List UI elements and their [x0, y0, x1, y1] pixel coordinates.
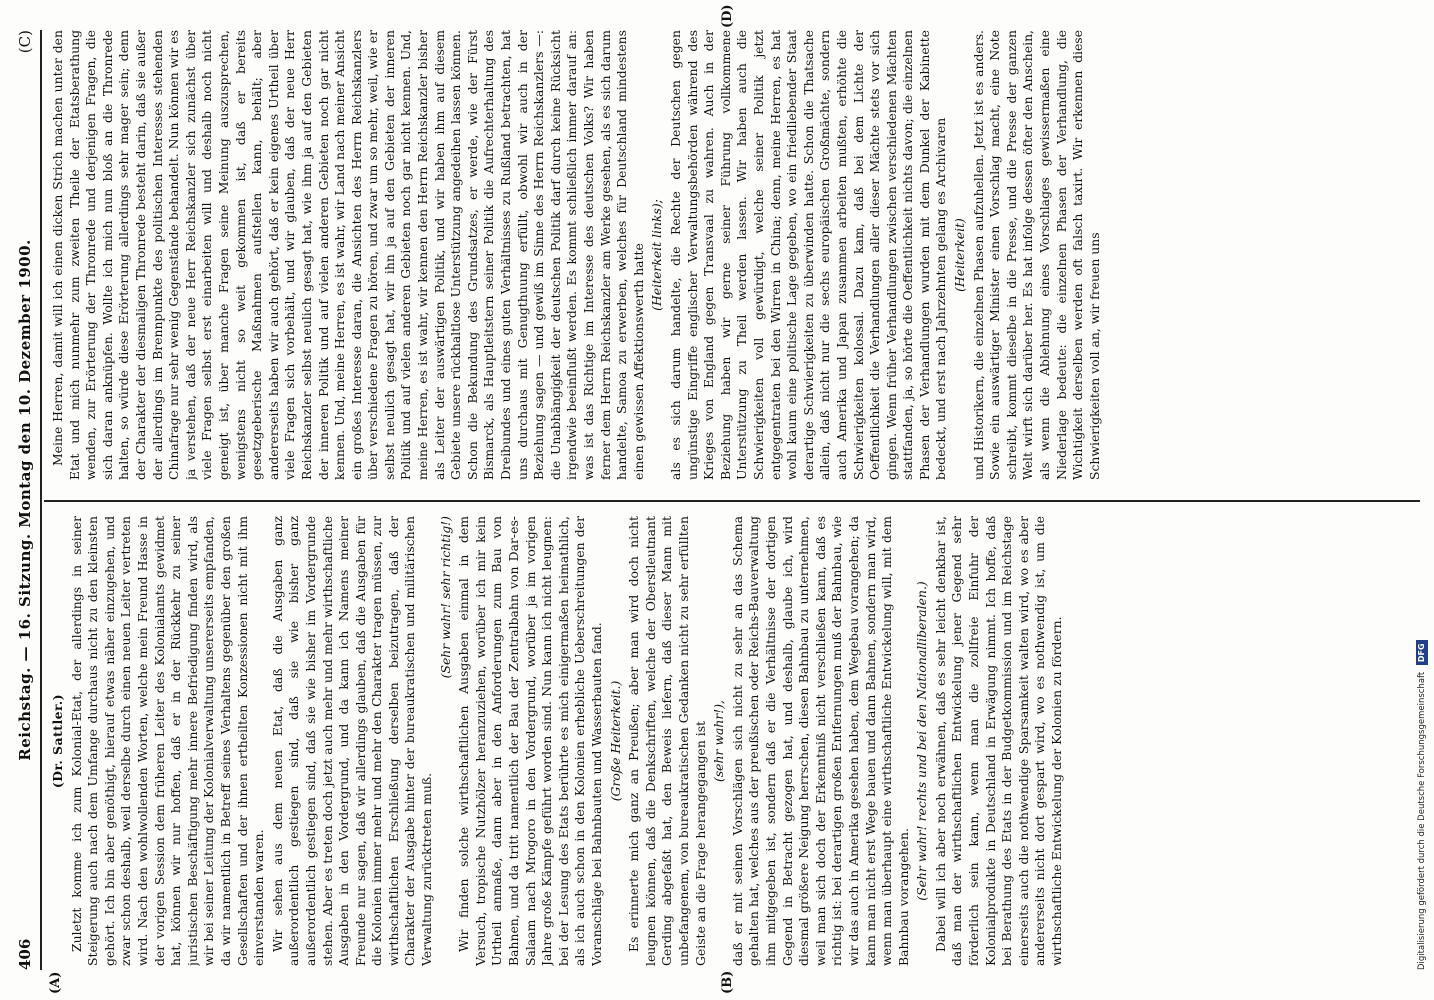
credit-text: Digitalisierung gefördert durch die Deutsche Forschungsgemeinschaft — [1417, 671, 1427, 970]
paragraph: Zuletzt komme ich zum Kolonial-Etat, der allerdings in seiner Steigerung auch nach dem Umfange durchaus nicht zu den kleinsten gehört. Ich bin aber genöthigt, hierauf etwas näher einzugehen, und zwar schon deshalb, weil derselbe durch einen neuen Leiter vertreten wird. Nach den wohlwollenden Worten, welche mein Freund Hasse in der vorigen Session dem früheren Leiter des Kolonialamts gewidmet hat, können wir nur hoffen, daß er in der Rückkehr zu seiner juristischen Beschäftigung mehr innere Befriedigung finden wird, als wir bei seiner Leitung der Kolonialverwaltung unsererseits empfanden, da wir namentlich in Betreff seines Verhaltens gegenüber den großen Gesellschaften und der ihnen ertheilten Konzessionen nicht mit ihm einverstanden waren. — [68, 516, 267, 966]
paragraph: Es erinnerte mich ganz an Preußen; aber man wird doch nicht leugnen können, daß die Denkschriften, welche der Oberstleutnant Gerding abgefaßt hat, den Beweis liefern, daß dieser Mann mit unbefangenem, von bureaukratischen Gedanken nicht zu sehr erfüllten Geiste an die Frage herangegangen ist — [626, 516, 708, 966]
running-title: Reichstag. — 16. Sitzung. Montag den 10. Dezember 1900. — [16, 239, 34, 761]
paragraph: daß er mit seinen Vorschlägen sich nicht zu sehr an das Schema gehalten hat, welches aus der preußischen oder Reichs-Bauverwaltung ihm mitgegeben ist, sondern daß er die Verhältnisse der dortigen Gegend in Betracht gezogen hat, und deshalb, glaube ich, wird diesmal größere Neigung herrschen, diesen Bahnbau zu unternehmen, weil man sich doch der Erkenntniß nicht verschließen kann, daß es richtig ist: bei derartigen großen Entfernungen muß der Bahnbau, wie wir das auch in Amerika gesehen haben, dem Wegebau vorangehen; da kann man nicht erst Wege bauen und dann Bahnen, sondern man wird, wenn man überhaupt eine wirthschaftliche Entwickelung will, mit dem Bahnbau vorangehen. — [729, 516, 911, 966]
interjection: (Sehr wahr! sehr richtig!) — [437, 516, 453, 679]
right-column — [50, 30, 1410, 480]
paragraph: und Historikern, die einzelnen Phasen aufzuhellen. Jetzt ist es anders. Sowie ein auswärtiger Minister einen Vorschlag macht, eine Note schreibt, kommt dieselbe in die Presse, und die Presse der ganzen Welt wirft sich darüber her. Es hat infolge dessen öfter den Anschein, als wenn die Ablehnung eines Vorschlages gewissermaßen eine Niederlage bedeute: die einzelnen Phasen der Verhandlung, die Wichtigkeit derselben werden oft falsch taxirt. Wir erkennen diese Schwierigkeiten voll an, wir freuen uns — [970, 30, 1102, 480]
header-rule — [40, 30, 42, 970]
page-number: 406 — [16, 938, 34, 970]
interjection: (sehr wahr!), — [711, 700, 727, 783]
paragraph: Wir finden solche wirthschaftlichen Ausgaben einmal in dem Versuch, tropische Nutzhölzer heranzuziehen, worüber ich mir kein Urtheil anmaße, dann aber in den Anforderungen zum Bau von Bahnen, und da tritt namentlich der Bau der Zentralbahn von Dar-es-Salaam nach Mrogoro in den Vordergrund, worüber ja im vorigen Jahre große Kämpfe geführt worden sind. Nun kann ich nicht leugnen: bei der Lesung des Etats berührte es mich einigermaßen heimathlich, als ich auch schon in den Kolonien erhebliche Ueberschreitungen der Voranschläge bei Bahnbauten und Wasserbauten fand. — [456, 516, 604, 966]
page-header — [14, 30, 40, 970]
paragraph: als es sich darum handelte, die Rechte der Deutschen gegen ungünstige Eingriffe englischer Verwaltungsbehörden während des Krieges von England gegen Transvaal zu wahren. Auch in der Beziehung haben wir gerne seiner Führung vollkommene Unterstützung zu Theil werden lassen. Wir haben auch die Schwierigkeiten voll gewürdigt, welche seiner Politik jetzt entgegentraten bei den Wirren in China; denn, meine Herren, es hat wohl kaum eine politische Lage gegeben, wo ein friedliebender Staat derartige Schwierigkeiten zu überwinden hatte. Schon die Thatsache allein, daß nicht nur die sechs europäischen Großmächte, sondern auch Amerika und Japan zusammen arbeiten mußten, erhöhte die Schwierigkeiten kolossal. Dazu kam, daß bei dem Lichte der Oeffentlichkeit die Verhandlungen aller dieser Mächte stets vor sich gingen. Wenn früher Verhandlungen zwischen verschiedenen Mächten stattfanden, ja, so hörte die Oeffentlichkeit nichts davon; die einzelnen Phasen der Verhandlungen wurden mit dem Dunkel der Kabinette bedeckt, und erst nach Jahrzehnten gelang es Archivaren — [667, 30, 949, 480]
paragraph: Dabei will ich aber noch erwähnen, daß es sehr leicht denkbar ist, daß man der wirthschaftlichen Entwickelung jener Gegend sehr förderlich sein kann, wenn man die zollfreie Einfuhr der Kolonialprodukte in Deutschland in Erwägung nimmt. Ich hoffe, daß bei Berathung des Etats in der Budgetkommission und im Reichstage einerseits auch die nothwendige Sparsamkeit walten wird, wo es aber andererseits nicht dort gespart wird, wo es nothwendig ist, um die wirthschaftliche Entwickelung der Kolonien zu fördern. — [932, 516, 1065, 966]
dfg-logo: DFG — [1416, 640, 1428, 665]
margin-marker-b: (B) — [720, 970, 735, 994]
interjection: (Heiterkeit links); — [649, 199, 665, 311]
digitization-credit — [1412, 30, 1432, 970]
interjection: (Sehr wahr! rechts und bei den Nationalliberalen.) — [914, 581, 930, 901]
paragraph: Meine Herren, damit will ich einen dicken Strich machen unter den Etat und mich nunmehr zum zweiten Theile der Etatsberathung wenden, zur Erörterung der Thronrede und derjenigen Fragen, die sich daran anknüpfen. Wollte ich mich nun bloß an die Thronrede halten, so würde diese Erörterung allerdings sehr mager sein; denn der Charakter der diesmaligen Thronrede besteht darin, daß sie außer der allerdings im Brennpunkte des politischen Interesses stehenden Chinafrage nur sehr wenig Gegenstände behandelt. Nun können wir es ja verstehen, daß der neue Herr Reichskanzler sich zunächst über viele Fragen selbst erst einarbeiten will und deshalb noch nicht geneigt ist, über manche Fragen seine Meinung auszusprechen, wenigstens nicht so weit gekommen ist, daß er bereits gesetzgeberische Maßnahmen aufstellen kann, behält; aber andererseits haben wir auch gehört, daß er kein eigenes Urtheil über viele Fragen sich vorbehält, und wir glauben, daß der neue Herr Reichskanzler selbst neulich gesagt hat, wie ihm ja auf den Gebieten der inneren Politik und auf vielen anderen Gebieten noch gar nicht kennen. Und, meine Herren, es ist wahr, wir Land nach meiner Ansicht ein großes Interesse daran, die Ansichten des Herrn Reichskanzlers über verschiedene Fragen zu hören, und zwar um so mehr, weil, wie er selbst neulich gesagt hat, wir ihn ja auf den Gebieten der inneren Politik und auf vielen anderen Gebieten noch gar nicht kennen. Und, meine Herren, es ist wahr, wir kennen den Herrn Reichskanzler bisher als Leiter der auswärtigen Politik, und wir haben ihm auf diesem Gebiete unsere rückhaltlose Unterstützung angedeihen lassen können. Schon die Bekundung des Grundsatzes, er werde, wie der Fürst Bismarck, als Hauptleitstern seiner Politik die Aufrechterhaltung des Dreibundes und eines guten Verhältnisses zu Rußland betrachten, hat uns durchaus mit Genugthuung erfüllt, obwohl wir auch in der Beziehung sagen — und gewiß im Sinne des Herrn Reichskanzlers —: die Unabhängigkeit der deutschen Politik darf durch keine Rücksicht irgendwie beeinflußt werden. Es kommt schließlich immer darauf an: was ist das Richtige im Interesse des deutschen Volks? Wir haben ferner dem Herrn Reichskanzler am Werke gesehen, als es sich darum handelte, Samoa zu erwerben, welches für Deutschland mindestens einen gewissen Affektionswerth hatte — [50, 30, 646, 480]
margin-marker-d: (D) — [720, 4, 735, 28]
margin-marker-a: (A) — [48, 971, 63, 994]
interjection: (Große Heiterkeit.) — [607, 680, 623, 802]
paragraph: Wir sehen aus dem neuen Etat, daß die Ausgaben ganz außerordentlich gestiegen sind, daß sie wie bisher ganz außerordentlich gestiegen sind, daß sie wie bisher im Vordergrunde stehen. Aber es treten doch jetzt auch mehr und mehr wirthschaftliche Ausgaben in den Vordergrund, und da kann ich Namens meiner Freunde nur sagen, daß wir allerdings glauben, daß die Ausgaben für die Kolonien immer mehr und mehr den Charakter tragen müssen, zur wirthschaftlichen Erschließung derselben beizutragen, daß der Charakter der Ausgabe hinter der bureaukratischen und militärischen Verwaltung zurücktreten muß. — [269, 516, 435, 966]
interjection: (Heiterkeit) — [952, 218, 968, 292]
left-column — [50, 516, 1410, 966]
column-letter-c: (C) — [16, 30, 34, 54]
speaker-label: (Dr. Sattler.) — [50, 693, 65, 789]
column-divider — [44, 500, 1420, 502]
